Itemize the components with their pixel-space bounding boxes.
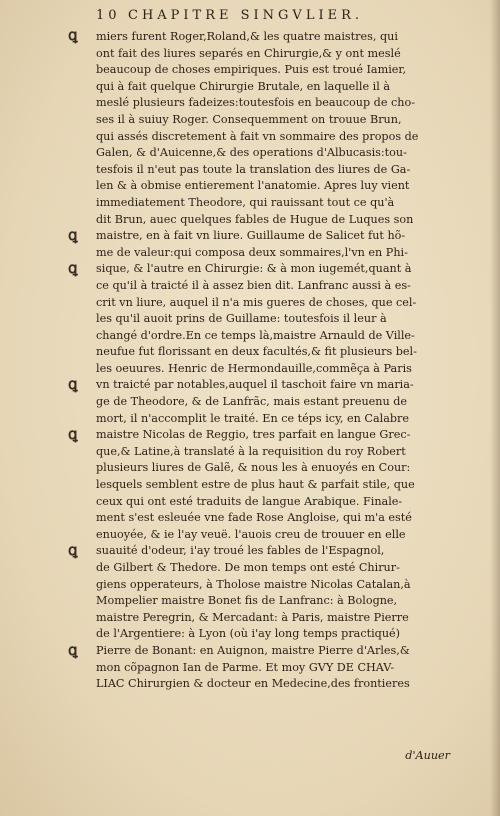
paragraph-mark-icon: ꝗ	[68, 259, 78, 277]
text-line: les oeuures. Henric de Hermondauille,commẽça à Paris	[96, 361, 412, 375]
page-number: 10	[96, 8, 121, 23]
text-line: mon cõpagnon Ian de Parme. Et moy GVY DE CHAV-	[96, 660, 395, 674]
page-header	[96, 8, 440, 28]
paragraph-mark-icon: ꝗ	[68, 541, 78, 559]
text-line: changé d'ordre.En ce temps là,maistre Arnauld de Ville-	[96, 328, 415, 342]
paragraph-mark-icon: ꝗ	[68, 641, 78, 659]
text-line: ment s'est esleuée vne fade Rose Angloise, qui m'a esté	[96, 511, 412, 525]
text-line: ceux qui ont esté traduits de langue Arabique. Finale-	[96, 494, 403, 508]
catchword: d'Auuer	[405, 749, 450, 762]
text-line: lesquels semblent estre de plus haut & parfait stile, que	[96, 478, 415, 492]
paragraph-mark-icon: ꝗ	[68, 226, 78, 244]
text-line: miers furent Roger,Roland,& les quatre maistres, qui	[96, 30, 398, 43]
text-line: tesfois il n'eut pas toute la translation des liures de Ga-	[96, 162, 411, 176]
text-line: Galen, & d'Auicenne,& des operations d'Albucasis:tou-	[96, 146, 407, 160]
paragraph-mark-icon: ꝗ	[68, 26, 78, 44]
text-line: me de valeur:qui composa deux sommaires,l'vn en Phi-	[96, 245, 408, 259]
text-line: maistre, en à fait vn liure. Guillaume de Salicet fut hõ-	[96, 229, 406, 243]
text-line: crit vn liure, auquel il n'a mis gueres de choses, que cel-	[96, 295, 417, 309]
text-line: Mompelier maistre Bonet fis de Lanfranc: à Bologne,	[96, 594, 398, 608]
text-line: mort, il n'accomplit le traité. En ce téps icy, en Calabre	[96, 411, 410, 425]
text-line: de Gilbert & Thedore. De mon temps ont esté Chirur-	[96, 561, 400, 574]
text-line: de l'Argentiere: à Lyon (où i'ay long temps practiqué)	[96, 627, 401, 641]
text-line: neufue fut florissant en deux facultés,& fit plusieurs bel-	[96, 345, 417, 359]
text-line: ses il à suiuy Roger. Consequemment on trouue Brun,	[96, 112, 402, 126]
text-line: len & à obmise entierement l'anatomie. Apres luy vient	[96, 179, 410, 193]
text-line: ge de Theodore, & de Lanfrãc, mais estant preuenu de	[96, 395, 408, 409]
text-line: ce qu'il à traicté il à assez bien dit. Lanfranc aussi à es-	[96, 278, 411, 292]
text-line: enuoyée, & ie l'ay veuë. l'auois creu de trouuer en elle	[96, 527, 406, 541]
running-title: CHAPITRE SINGVLIER.	[128, 8, 364, 23]
text-line: vn traicté par notables,auquel il taschoit faire vn maria-	[96, 378, 414, 392]
text-line: sique, & l'autre en Chirurgie: & à mon iugemét,quant à	[96, 262, 412, 276]
text-line: meslé plusieurs fadeizes:toutesfois en beaucoup de cho-	[96, 96, 415, 110]
text-line: maistre Nicolas de Reggio, tres parfait en langue Grec-	[96, 428, 411, 442]
text-line: qui à fait quelque Chirurgie Brutale, en laquelle il à	[96, 79, 391, 93]
text-block	[96, 29, 450, 693]
text-line: immediatement Theodore, qui rauissant tout ce qu'à	[96, 195, 395, 209]
text-line: beaucoup de choses empiriques. Puis est troué Iamier,	[96, 63, 407, 77]
text-line: Pierre de Bonant: en Auignon, maistre Pierre d'Arles,&	[96, 643, 410, 657]
text-line: LIAC Chirurgien & docteur en Medecine,des frontieres	[96, 677, 410, 691]
paragraph-mark-icon: ꝗ	[68, 375, 78, 393]
text-line: dit Brun, auec quelques fables de Hugue de Luques son	[96, 212, 414, 226]
text-line: giens opperateurs, à Tholose maistre Nicolas Catalan,à	[96, 577, 411, 591]
text-line: maistre Peregrin, & Mercadant: à Paris, maistre Pierre	[96, 610, 409, 624]
text-line: plusieurs liures de Galẽ, & nous les à enuoyés en Cour:	[96, 461, 411, 475]
paragraph-mark-icon: ꝗ	[68, 425, 78, 443]
text-line: ont fait des liures separés en Chirurgie,& y ont meslé	[96, 46, 401, 60]
text-line: les qu'il auoit prins de Guillame: toutesfois il leur à	[96, 312, 387, 326]
text-line: qui assés discretement à fait vn sommaire des propos de	[96, 129, 419, 143]
text-line: que,& Latine,à translaté à la requisition du roy Robert	[96, 444, 406, 458]
text-line: suauité d'odeur, i'ay troué les fables de l'Espagnol,	[96, 544, 385, 558]
